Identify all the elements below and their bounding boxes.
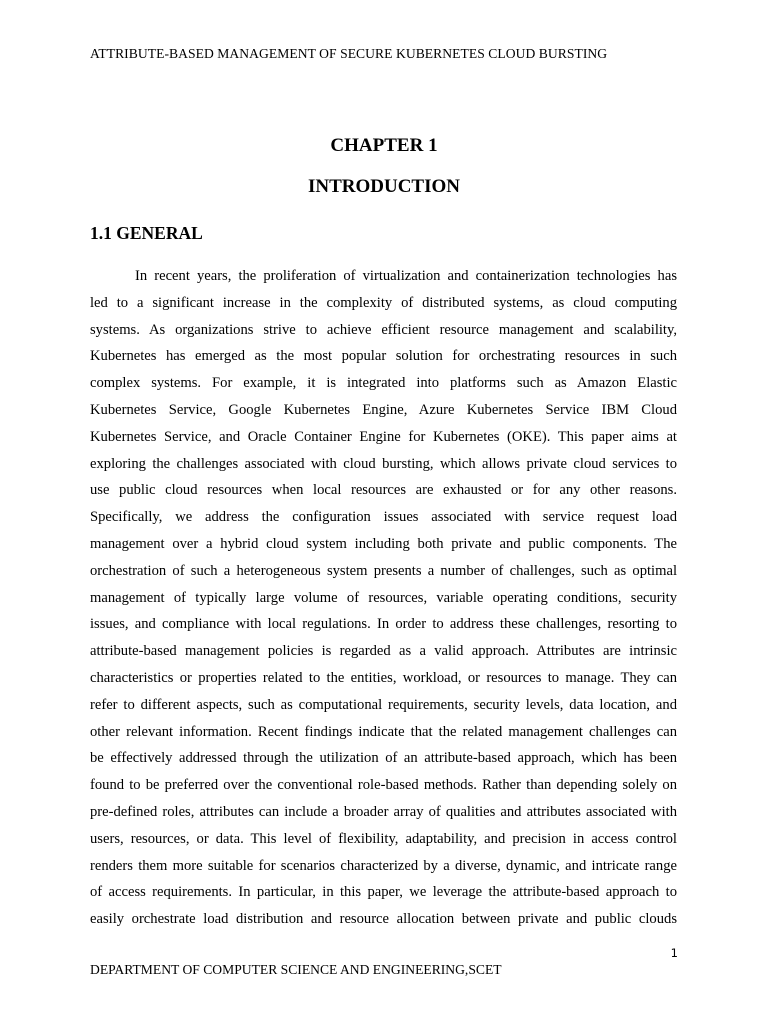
paragraph-line: led to a significant increase in the complexity of distributed systems, as cloud computing <box>90 294 677 311</box>
section-heading: 1.1 GENERAL <box>90 223 203 243</box>
paragraph-line: issues, and compliance with local regulations. In order to address these challenges, resorting to <box>90 616 677 633</box>
paragraph-line: Kubernetes Service, and Oracle Container Engine for Kubernetes (OKE). This paper aims at <box>90 428 677 445</box>
chapter-number: CHAPTER 1 <box>330 135 438 156</box>
paragraph-line: systems. As organizations strive to achieve efficient resource management and scalability, <box>90 321 677 338</box>
paragraph-line: complex systems. For example, it is integrated into platforms such as Amazon Elastic <box>90 375 677 392</box>
paragraph-line: other relevant information. Recent findings indicate that the related management challenges can <box>90 723 677 740</box>
paragraph-line: Kubernetes has emerged as the most popular solution for orchestrating resources in such <box>90 348 677 365</box>
paragraph-line: found to be preferred over the conventional role-based methods. Rather than depending solely on <box>90 777 677 794</box>
paragraph-line: In recent years, the proliferation of virtualization and containerization technologies has <box>135 268 677 284</box>
running-header: ATTRIBUTE-BASED MANAGEMENT OF SECURE KUBERNETES CLOUD BURSTING <box>90 46 608 61</box>
chapter-title: INTRODUCTION <box>307 176 461 197</box>
paragraph-line: characteristics or properties related to the entities, workload, or resources to manage. They can <box>90 669 677 686</box>
paragraph-line: Kubernetes Service, Google Kubernetes Engine, Azure Kubernetes Service IBM Cloud <box>90 401 677 418</box>
paragraph-line: renders them more suitable for scenarios characterized by a diverse, dynamic, and intricate range <box>90 857 677 874</box>
paragraph-line: be effectively addressed through the utilization of an attribute-based approach, which has been <box>90 750 677 767</box>
paragraph-line: refer to different aspects, such as computational requirements, security levels, data location, and <box>90 696 677 713</box>
paragraph-line: use public cloud resources when local resources are exhausted or for any other reasons. <box>90 482 677 499</box>
paragraph-line: users, resources, or data. This level of flexibility, adaptability, and precision in access control <box>90 830 677 847</box>
paragraph-line: management of typically large volume of resources, variable operating conditions, security <box>90 589 677 606</box>
paragraph-line: Specifically, we address the configuration issues associated with service request load <box>90 509 677 526</box>
page-number: 1 <box>670 946 678 960</box>
paragraph-line: attribute-based management policies is regarded as a valid approach. Attributes are intrinsic <box>90 643 677 660</box>
paragraph-line: easily orchestrate load distribution and resource allocation between private and public clouds <box>90 911 677 928</box>
paragraph-line: orchestration of such a heterogeneous system presents a number of challenges, such as optimal <box>90 562 677 579</box>
paragraph-line: exploring the challenges associated with cloud bursting, which allows private cloud services to <box>90 455 677 472</box>
body-paragraph <box>90 263 677 933</box>
paragraph-line: of access requirements. In particular, in this paper, we leverage the attribute-based approach to <box>90 884 677 901</box>
paragraph-line: management over a hybrid cloud system including both private and public components. The <box>90 535 677 552</box>
running-footer: DEPARTMENT OF COMPUTER SCIENCE AND ENGINEERING,SCET <box>90 962 502 977</box>
paragraph-line: pre-defined roles, attributes can include a broader array of qualities and attributes associated with <box>90 803 677 820</box>
